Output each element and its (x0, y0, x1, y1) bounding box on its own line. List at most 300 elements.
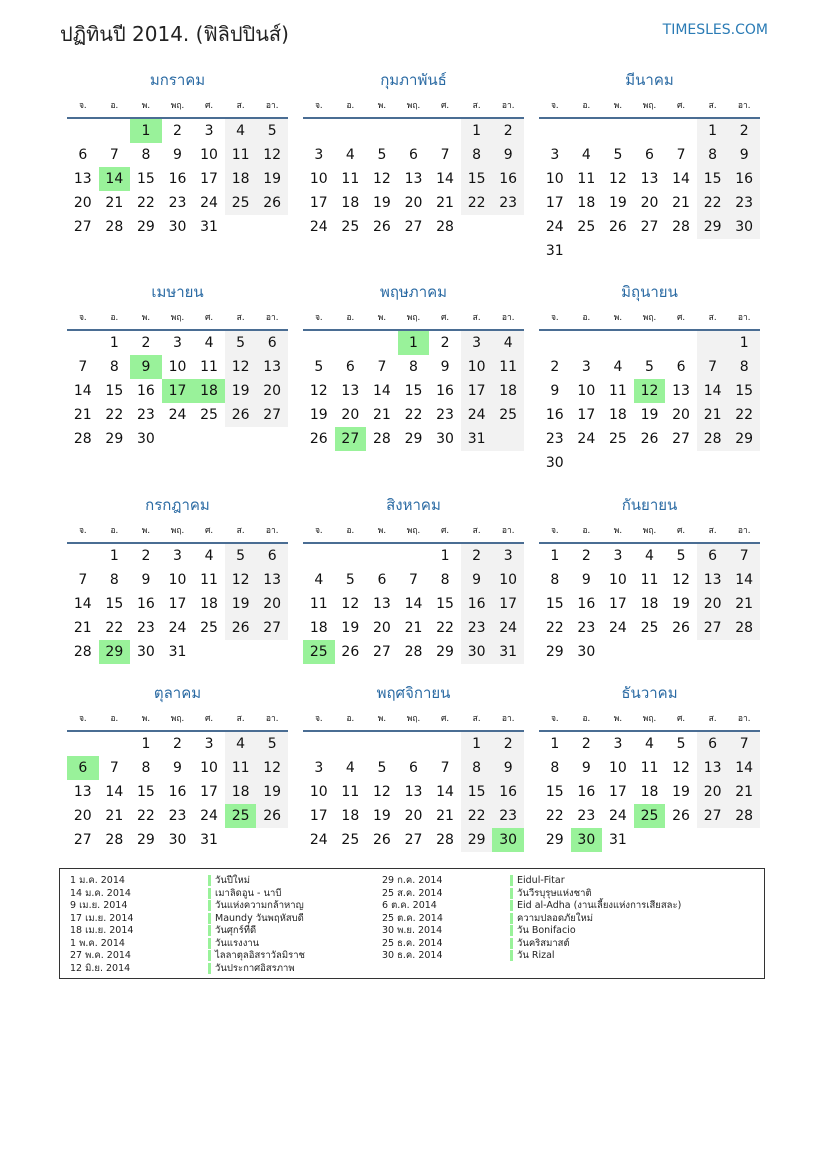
day-cell: 2 (440, 335, 450, 351)
day-cell: 18 (577, 195, 596, 211)
day-cell: 23 (577, 808, 596, 824)
day-cell: 9 (550, 383, 560, 399)
day-cell: 3 (204, 123, 214, 139)
holiday-date: 29 ก.ค. 2014 (382, 875, 443, 886)
day-cell: 15 (436, 596, 454, 612)
holiday-name (208, 913, 305, 926)
day-cell: 16 (136, 596, 155, 612)
day-cell: 24 (200, 195, 218, 211)
day-cell: 30 (436, 431, 454, 447)
day-cell: 11 (200, 359, 218, 375)
day-cell: 17 (577, 407, 596, 423)
day-cell: 6 (267, 548, 277, 564)
day-cell: 27 (73, 219, 92, 235)
day-cell: 10 (608, 760, 627, 776)
day-cell: 24 (200, 808, 218, 824)
weekday-label: ศ. (204, 313, 214, 323)
day-cell: 13 (73, 784, 92, 800)
holiday-date: 18 เม.ย. 2014 (70, 925, 134, 936)
day-cell: 27 (73, 832, 92, 848)
day-cell: 6 (409, 760, 418, 776)
weekday-label: ส. (236, 101, 245, 111)
holiday-day: 27 (335, 427, 367, 451)
day-cell: 14 (735, 760, 754, 776)
day-cell: 21 (73, 407, 92, 423)
day-cell: 27 (703, 620, 722, 636)
day-cell: 11 (341, 171, 360, 187)
day-cell: 22 (136, 195, 155, 211)
day-cell: 3 (314, 760, 324, 776)
day-cell: 14 (672, 171, 690, 187)
weekday-label: อ. (346, 313, 355, 323)
day-cell: 27 (640, 219, 659, 235)
day-cell: 11 (341, 784, 360, 800)
weekday-label: พ. (141, 714, 151, 724)
day-cell: 12 (372, 171, 391, 187)
day-cell: 13 (703, 572, 722, 588)
day-cell: 30 (467, 644, 486, 660)
day-cell: 15 (105, 596, 124, 612)
day-cell: 22 (105, 407, 124, 423)
day-cell: 17 (309, 808, 328, 824)
day-cell: 8 (739, 359, 749, 375)
day-cell: 18 (341, 808, 360, 824)
day-cell: 8 (472, 147, 482, 163)
day-cell: 22 (105, 620, 124, 636)
weekday-label: อ. (582, 101, 591, 111)
day-cell: 25 (608, 431, 627, 447)
day-cell: 3 (550, 147, 560, 163)
holiday-date: 25 ธ.ค. 2014 (382, 937, 443, 949)
day-cell: 21 (436, 808, 454, 824)
day-cell: 22 (703, 195, 722, 211)
day-cell: 3 (613, 736, 623, 752)
weekday-label: พ. (377, 101, 387, 111)
day-cell: 13 (404, 171, 423, 187)
day-cell: 16 (499, 784, 518, 800)
day-cell: 4 (613, 359, 623, 375)
holiday-date: 30 พ.ย. 2014 (382, 925, 443, 936)
weekday-label: อา. (265, 526, 279, 536)
day-cell: 3 (503, 548, 513, 564)
day-cell: 7 (109, 760, 119, 776)
day-cell: 25 (341, 219, 360, 235)
weekday-label: พ. (141, 526, 151, 536)
holiday-name (208, 938, 305, 951)
day-cell: 19 (672, 596, 690, 612)
day-cell: 20 (404, 808, 423, 824)
month-name: ธันวาคม (621, 684, 678, 702)
day-cell: 10 (467, 359, 486, 375)
day-cell: 26 (672, 808, 690, 824)
day-cell: 8 (550, 572, 560, 588)
weekday-label: ส. (708, 526, 717, 536)
day-cell: 26 (372, 832, 391, 848)
day-cell: 1 (708, 123, 718, 139)
day-cell: 1 (109, 548, 119, 564)
day-cell: 16 (168, 171, 187, 187)
day-cell: 12 (309, 383, 328, 399)
day-cell: 20 (672, 407, 690, 423)
day-cell: 2 (550, 359, 560, 375)
day-cell: 31 (168, 644, 187, 660)
day-cell: 24 (577, 431, 596, 447)
day-cell: 20 (263, 383, 282, 399)
holiday-name (510, 925, 681, 938)
day-cell: 19 (309, 407, 328, 423)
day-cell: 12 (263, 760, 282, 776)
day-cell: 2 (581, 736, 591, 752)
day-cell: 7 (440, 147, 450, 163)
day-cell: 23 (168, 808, 187, 824)
day-cell: 29 (136, 219, 155, 235)
day-cell: 31 (545, 243, 564, 259)
day-cell: 23 (545, 431, 564, 447)
month-name: กุมภาพันธ์ (380, 71, 447, 89)
day-cell: 28 (436, 219, 454, 235)
day-cell: 31 (200, 832, 218, 848)
day-cell: 12 (608, 171, 627, 187)
holiday-day: 30 (492, 828, 524, 852)
day-cell: 29 (105, 431, 124, 447)
day-cell: 6 (345, 359, 355, 375)
holiday-date: 30 ธ.ค. 2014 (382, 950, 443, 961)
day-cell: 10 (499, 572, 518, 588)
day-cell: 4 (645, 736, 654, 752)
day-cell: 15 (105, 383, 124, 399)
day-cell: 16 (735, 171, 754, 187)
day-cell: 14 (105, 784, 124, 800)
day-cell: 24 (309, 219, 328, 235)
day-cell: 26 (672, 620, 690, 636)
holiday-day: 25 (303, 640, 335, 664)
day-cell: 13 (341, 383, 360, 399)
weekday-label: ศ. (676, 101, 686, 111)
day-cell: 12 (231, 572, 250, 588)
day-cell: 7 (377, 359, 387, 375)
weekday-label: อา. (737, 313, 751, 323)
holiday-name (208, 875, 305, 888)
weekday-label: อา. (737, 714, 751, 724)
day-cell: 14 (404, 596, 423, 612)
day-cell: 13 (73, 171, 92, 187)
day-cell: 8 (472, 760, 482, 776)
day-cell: 24 (499, 620, 518, 636)
day-cell: 23 (499, 808, 518, 824)
day-cell: 16 (499, 171, 518, 187)
day-cell: 25 (499, 407, 518, 423)
day-cell: 8 (141, 147, 151, 163)
holiday-name-text: วันปีใหม่ (208, 875, 250, 886)
day-cell: 25 (231, 195, 250, 211)
legend-dates-right (382, 875, 443, 963)
day-cell: 27 (404, 832, 423, 848)
holiday-name (510, 888, 681, 901)
day-cell: 17 (608, 784, 627, 800)
day-cell: 14 (703, 383, 722, 399)
weekday-label: พฤ. (170, 313, 185, 323)
day-cell: 28 (372, 431, 391, 447)
day-cell: 2 (141, 548, 151, 564)
day-cell: 1 (472, 736, 482, 752)
day-cell: 19 (341, 620, 360, 636)
day-cell: 24 (467, 407, 486, 423)
weekday-label: อ. (346, 714, 355, 724)
weekday-label: ศ. (440, 526, 450, 536)
weekday-label: ศ. (440, 714, 450, 724)
day-cell: 10 (200, 760, 218, 776)
day-cell: 13 (640, 171, 659, 187)
day-cell: 5 (345, 572, 355, 588)
day-cell: 12 (231, 359, 250, 375)
holiday-name-text: ไลลาตุลอิสราวัลมิราช (208, 950, 305, 961)
day-cell: 20 (341, 407, 360, 423)
day-cell: 3 (204, 736, 214, 752)
day-cell: 8 (708, 147, 718, 163)
day-cell: 14 (73, 383, 92, 399)
day-cell: 23 (436, 407, 454, 423)
legend-names-right (510, 875, 681, 963)
day-cell: 20 (640, 195, 659, 211)
day-cell: 18 (608, 407, 627, 423)
weekday-label: จ. (78, 714, 87, 724)
day-cell: 24 (545, 219, 564, 235)
day-cell: 18 (231, 784, 250, 800)
weekday-label: อา. (737, 101, 751, 111)
day-cell: 15 (703, 171, 722, 187)
day-cell: 7 (78, 359, 88, 375)
day-cell: 23 (168, 195, 187, 211)
day-cell: 14 (436, 784, 454, 800)
day-cell: 30 (577, 644, 596, 660)
weekday-label: จ. (550, 526, 559, 536)
day-cell: 9 (503, 760, 513, 776)
weekday-label: พ. (377, 526, 387, 536)
day-cell: 23 (499, 195, 518, 211)
day-cell: 27 (404, 219, 423, 235)
day-cell: 17 (499, 596, 518, 612)
day-cell: 10 (168, 572, 187, 588)
day-cell: 31 (200, 219, 218, 235)
day-cell: 2 (173, 736, 182, 752)
weekday-label: ศ. (676, 526, 686, 536)
day-cell: 11 (640, 760, 659, 776)
day-cell: 28 (73, 431, 92, 447)
day-cell: 2 (173, 123, 182, 139)
weekday-label: อา. (501, 526, 515, 536)
weekday-label: จ. (78, 101, 87, 111)
day-cell: 15 (136, 171, 155, 187)
legend-names-left (208, 875, 305, 975)
holiday-day: 14 (99, 167, 131, 191)
day-cell: 19 (263, 784, 282, 800)
day-cell: 22 (436, 620, 454, 636)
day-cell: 13 (263, 359, 282, 375)
holiday-day: 18 (193, 379, 225, 403)
day-cell: 25 (341, 832, 360, 848)
month-name: สิงหาคม (386, 496, 441, 514)
day-cell: 18 (341, 195, 360, 211)
day-cell: 9 (440, 359, 450, 375)
day-cell: 14 (73, 596, 92, 612)
day-cell: 25 (200, 620, 218, 636)
day-cell: 14 (372, 383, 391, 399)
day-cell: 11 (309, 596, 328, 612)
weekday-label: พฤ. (406, 101, 421, 111)
day-cell: 22 (545, 620, 564, 636)
day-cell: 26 (341, 644, 360, 660)
holiday-date: 25 ต.ค. 2014 (382, 912, 443, 924)
day-cell: 30 (168, 832, 187, 848)
day-cell: 10 (200, 147, 218, 163)
holiday-day: 1 (398, 331, 430, 355)
day-cell: 15 (404, 383, 423, 399)
day-cell: 1 (550, 736, 560, 752)
day-cell: 7 (739, 548, 749, 564)
day-cell: 7 (708, 359, 718, 375)
day-cell: 18 (231, 171, 250, 187)
weekday-label: อา. (265, 313, 279, 323)
day-cell: 15 (545, 784, 564, 800)
day-cell: 19 (608, 195, 627, 211)
day-cell: 3 (173, 335, 182, 351)
holiday-day: 12 (634, 379, 666, 403)
day-cell: 28 (735, 620, 754, 636)
day-cell: 22 (467, 808, 486, 824)
weekday-label: อ. (110, 714, 119, 724)
weekday-label: พฤ. (642, 526, 657, 536)
month-name: พฤศจิกายน (376, 684, 451, 702)
day-cell: 26 (231, 407, 250, 423)
day-cell: 23 (136, 407, 155, 423)
weekday-label: อา. (737, 526, 751, 536)
day-cell: 9 (739, 147, 749, 163)
weekday-label: อ. (110, 101, 119, 111)
day-cell: 10 (577, 383, 596, 399)
weekday-label: ศ. (204, 714, 214, 724)
weekday-label: จ. (314, 313, 323, 323)
day-cell: 3 (472, 335, 482, 351)
day-cell: 2 (503, 736, 513, 752)
day-cell: 11 (231, 760, 250, 776)
day-cell: 13 (372, 596, 391, 612)
holiday-name (208, 925, 305, 938)
weekday-label: พฤ. (406, 313, 421, 323)
day-cell: 28 (105, 832, 124, 848)
day-cell: 9 (173, 147, 182, 163)
day-cell: 10 (608, 572, 627, 588)
day-cell: 26 (608, 219, 627, 235)
weekday-label: พ. (613, 313, 623, 323)
weekday-label: อา. (501, 101, 515, 111)
weekday-label: ศ. (676, 714, 686, 724)
month-name: ตุลาคม (153, 684, 202, 702)
day-cell: 24 (608, 808, 627, 824)
weekday-label: ส. (472, 101, 481, 111)
day-cell: 16 (136, 383, 155, 399)
weekday-label: จ. (314, 101, 323, 111)
holiday-day: 29 (99, 640, 131, 664)
holiday-name-text: Maundy วันพฤหัสบดี (208, 913, 304, 924)
day-cell: 21 (372, 407, 391, 423)
weekday-label: อ. (346, 101, 355, 111)
day-cell: 30 (168, 219, 187, 235)
day-cell: 28 (105, 219, 124, 235)
day-cell: 5 (236, 548, 246, 564)
day-cell: 16 (436, 383, 454, 399)
day-cell: 22 (136, 808, 155, 824)
weekday-label: จ. (314, 714, 323, 724)
day-cell: 26 (263, 195, 282, 211)
day-cell: 15 (136, 784, 155, 800)
day-cell: 18 (640, 596, 659, 612)
day-cell: 4 (204, 335, 214, 351)
holiday-date: 1 พ.ค. 2014 (70, 937, 125, 949)
day-cell: 23 (577, 620, 596, 636)
day-cell: 18 (640, 784, 659, 800)
holiday-day: 25 (634, 804, 666, 828)
weekday-label: อ. (346, 526, 355, 536)
weekday-label: จ. (78, 313, 87, 323)
day-cell: 3 (581, 359, 591, 375)
day-cell: 26 (231, 620, 250, 636)
holiday-day: 9 (130, 355, 162, 379)
day-cell: 19 (231, 383, 250, 399)
day-cell: 6 (645, 147, 654, 163)
day-cell: 19 (263, 171, 282, 187)
day-cell: 5 (267, 123, 277, 139)
weekday-label: พ. (377, 313, 387, 323)
holiday-date: 14 ม.ค. 2014 (70, 887, 131, 899)
day-cell: 27 (263, 620, 282, 636)
day-cell: 4 (236, 736, 246, 752)
month-name: พฤษภาคม (379, 283, 448, 301)
holiday-name (208, 888, 305, 901)
day-cell: 12 (341, 596, 360, 612)
day-cell: 7 (676, 147, 686, 163)
day-cell: 20 (372, 620, 391, 636)
day-cell: 3 (314, 147, 324, 163)
day-cell: 21 (73, 620, 92, 636)
weekday-label: ส. (236, 526, 245, 536)
day-cell: 12 (263, 147, 282, 163)
day-cell: 7 (739, 736, 749, 752)
day-cell: 29 (436, 644, 454, 660)
day-cell: 26 (263, 808, 282, 824)
weekday-label: จ. (550, 101, 559, 111)
day-cell: 26 (309, 431, 328, 447)
holiday-day: 6 (67, 756, 99, 780)
weekday-label: พ. (613, 101, 623, 111)
day-cell: 15 (735, 383, 754, 399)
day-cell: 18 (309, 620, 328, 636)
weekday-label: พฤ. (170, 526, 185, 536)
day-cell: 6 (409, 147, 418, 163)
day-cell: 11 (577, 171, 596, 187)
day-cell: 9 (173, 760, 182, 776)
day-cell: 6 (267, 335, 277, 351)
site-link[interactable]: TIMESLES.COM (662, 22, 768, 38)
month-name: เมษายน (151, 283, 204, 301)
holiday-name-text: เมาลิดอูน - นาบี (208, 888, 281, 899)
day-cell: 25 (577, 219, 596, 235)
holiday-name-text: Eidul-Fitar (510, 875, 565, 886)
day-cell: 20 (73, 195, 92, 211)
day-cell: 4 (345, 760, 355, 776)
day-cell: 28 (404, 644, 423, 660)
day-cell: 7 (409, 572, 418, 588)
day-cell: 5 (267, 736, 277, 752)
